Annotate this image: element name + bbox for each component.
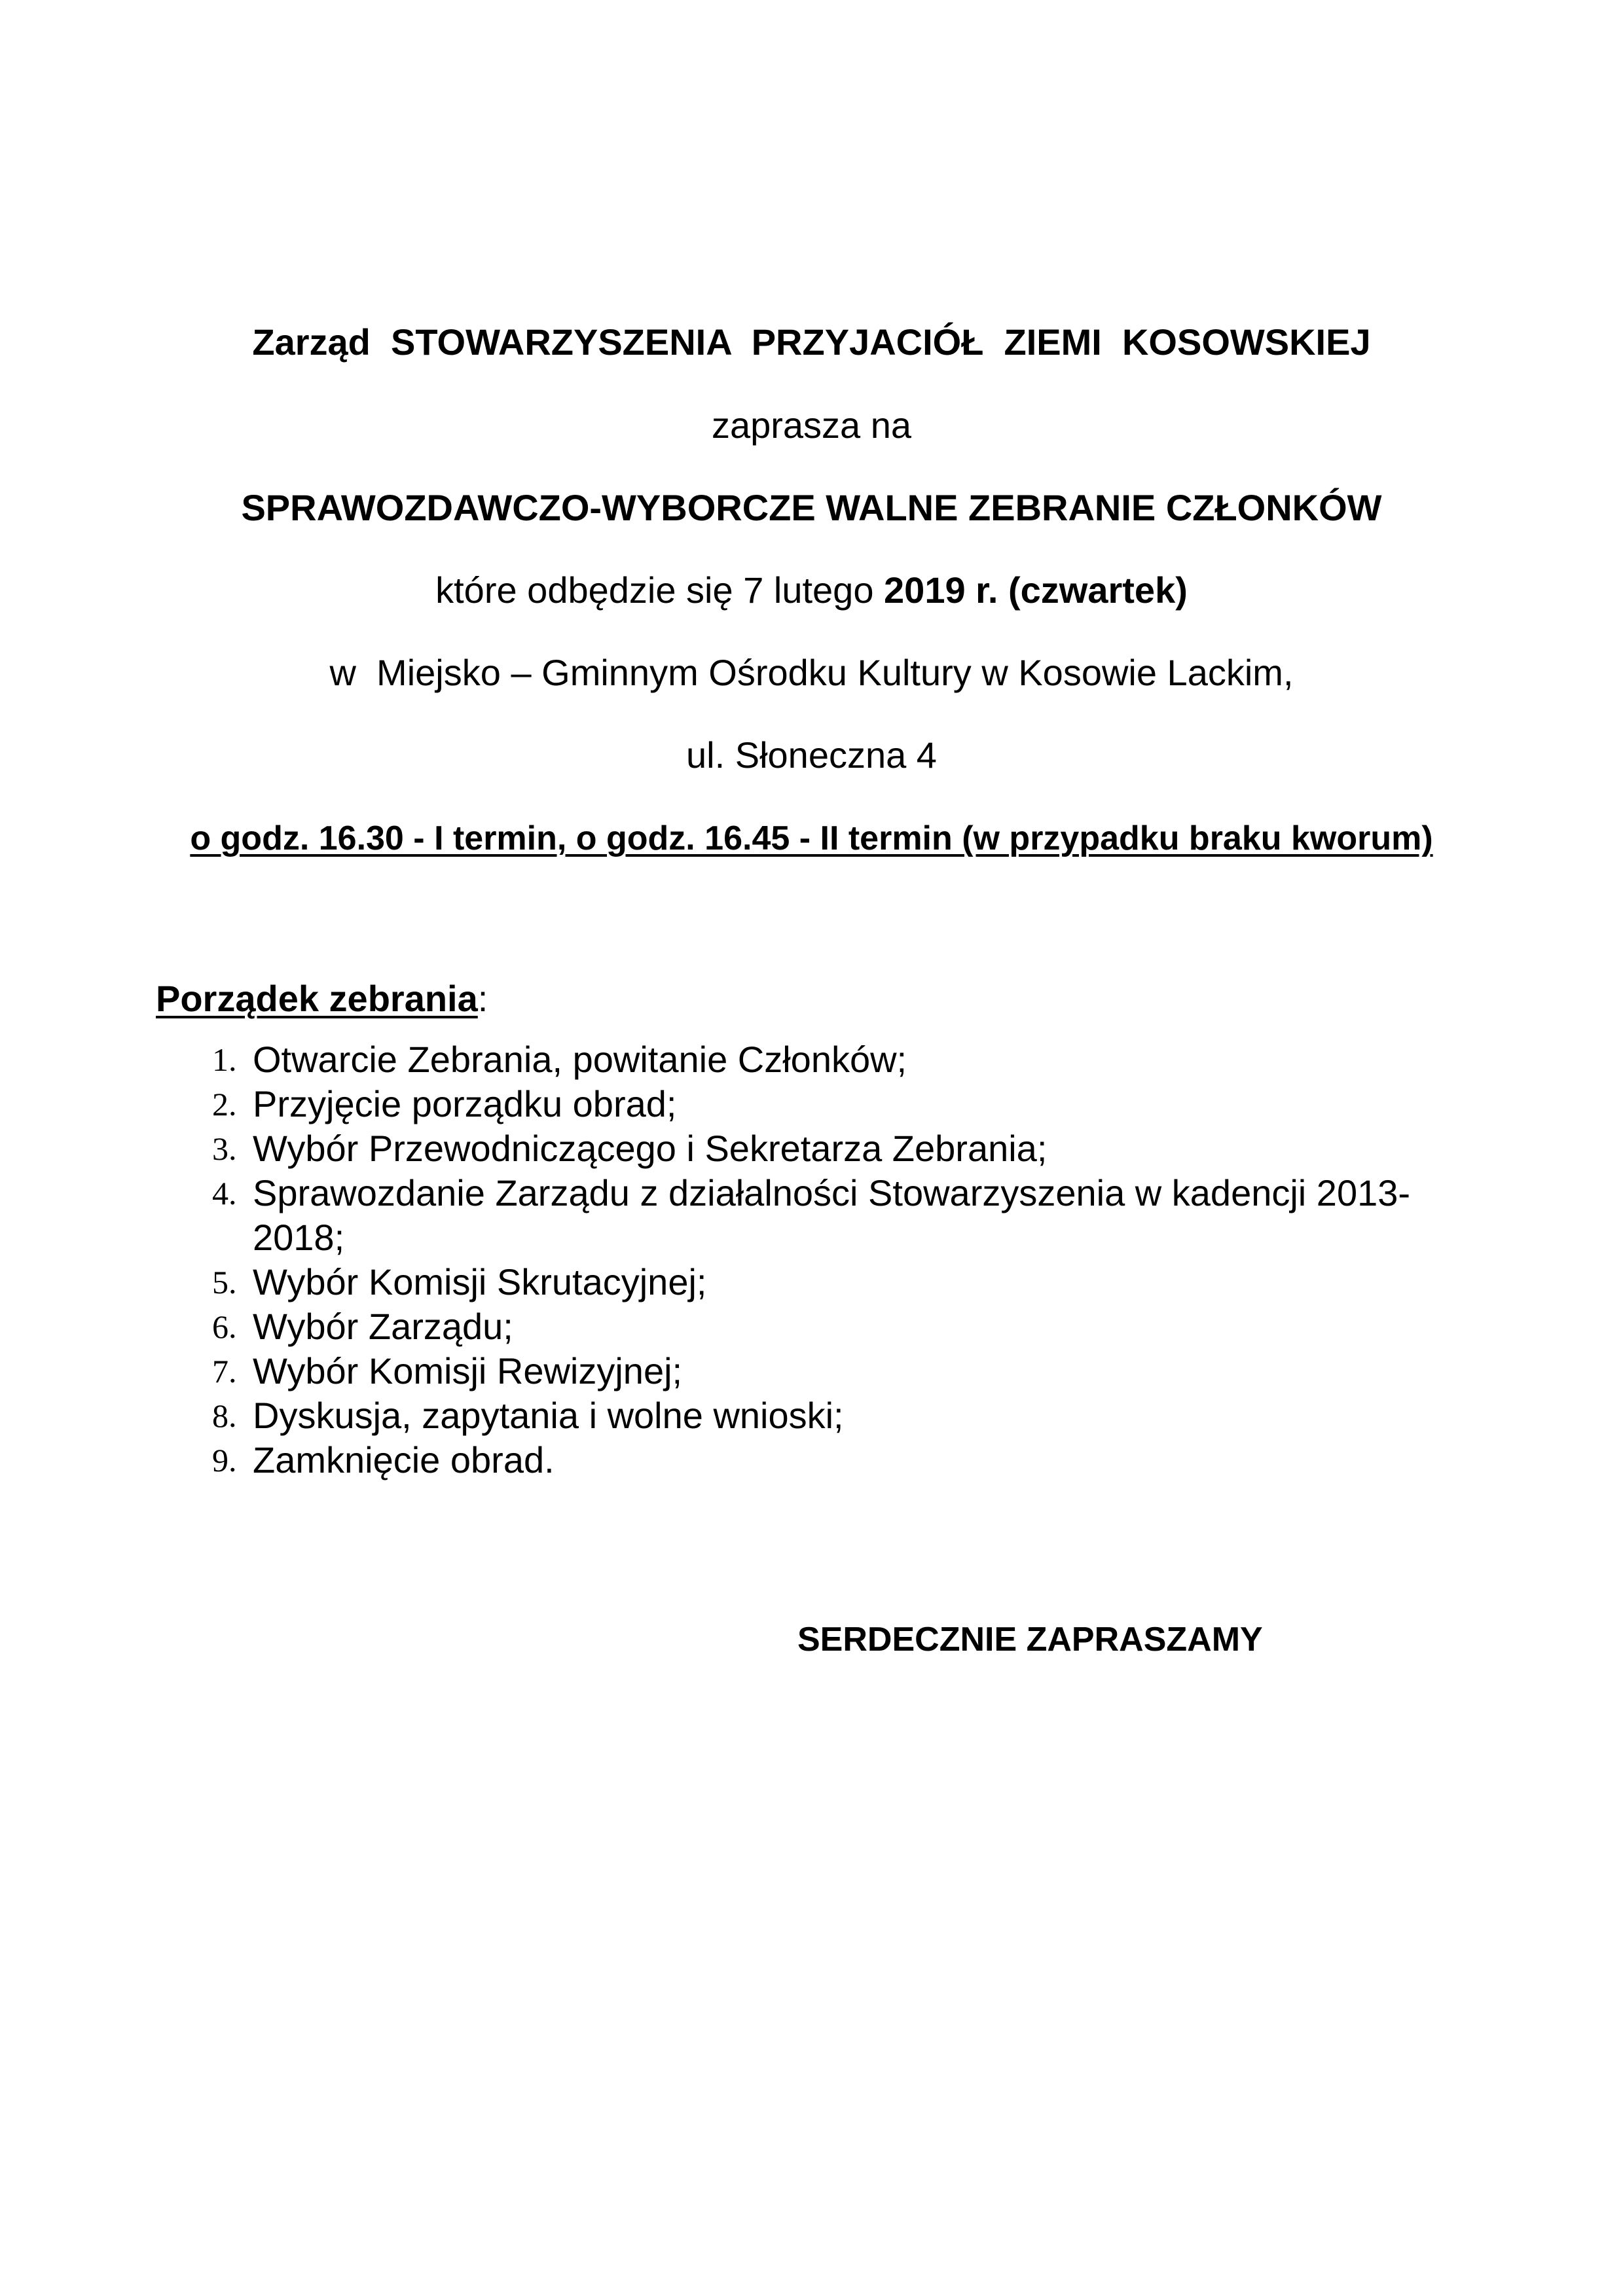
agenda-item-text: Wybór Przewodniczącego i Sekretarza Zebrania; (253, 1128, 1048, 1169)
agenda-heading-colon: : (477, 978, 488, 1019)
event-date-prefix: które odbędzie się 7 lutego (435, 569, 884, 611)
agenda-item-text: Wybór Komisji Rewizyjnej; (253, 1350, 683, 1391)
agenda-item-text: Otwarcie Zebrania, powitanie Członków; (253, 1039, 907, 1080)
agenda-item-text: Wybór Komisji Skrutacyjnej; (253, 1261, 707, 1302)
agenda-item-text: Wybór Zarządu; (253, 1306, 513, 1347)
agenda-item-number: 5. (212, 1264, 237, 1300)
event-place: w Miejsko – Gminnym Ośrodku Kultury w Kosowie Lackim, (329, 652, 1294, 693)
agenda-item-number: 4. (212, 1175, 237, 1211)
agenda-item (156, 1171, 1478, 1260)
closing-text: SERDECZNIE ZAPRASZAMY (797, 1621, 1263, 1659)
agenda-item-number: 3. (212, 1130, 237, 1167)
agenda-item-text-continued: 2018; (253, 1217, 345, 1258)
agenda-item-number: 2. (212, 1086, 237, 1122)
agenda-item-number: 9. (212, 1442, 237, 1479)
agenda-item-text: Dyskusja, zapytania i wolne wnioski; (253, 1395, 844, 1436)
agenda-item-number: 8. (212, 1397, 237, 1434)
event-date-year: 2019 r. (czwartek) (884, 569, 1188, 611)
agenda-item-number: 7. (212, 1353, 237, 1390)
event-street: ul. Słoneczna 4 (686, 734, 937, 776)
agenda-list (156, 1037, 1478, 1482)
agenda-item (156, 1349, 1478, 1393)
board-title: Zarząd STOWARZYSZENIA PRZYJACIÓŁ ZIEMI KOSOWSKIEJ (252, 321, 1371, 363)
agenda-item (156, 1126, 1478, 1171)
agenda-item (156, 1304, 1478, 1349)
agenda-item-text: Przyjęcie porządku obrad; (253, 1083, 677, 1124)
agenda-item (156, 1260, 1478, 1304)
invite-text: zaprasza na (711, 404, 912, 446)
agenda-item-text: Sprawozdanie Zarządu z działalności Stowarzyszenia w kadencji 2013- (253, 1172, 1411, 1213)
event-time: o godz. 16.30 - I termin, o godz. 16.45 - II termin (w przypadku braku kworum) (190, 819, 1433, 857)
agenda-item (156, 1082, 1478, 1126)
agenda-item-number: 1. (212, 1041, 237, 1078)
agenda-item (156, 1037, 1478, 1082)
event-date (0, 569, 1623, 612)
agenda-heading (156, 977, 488, 1020)
agenda-heading-label: Porządek zebrania (156, 978, 478, 1019)
agenda-item-text: Zamknięcie obrad. (253, 1439, 555, 1480)
agenda-item-number: 6. (212, 1308, 237, 1345)
agenda-item (156, 1438, 1478, 1482)
event-name: SPRAWOZDAWCZO-WYBORCZE WALNE ZEBRANIE CZŁONKÓW (241, 487, 1382, 528)
agenda-item (156, 1393, 1478, 1438)
